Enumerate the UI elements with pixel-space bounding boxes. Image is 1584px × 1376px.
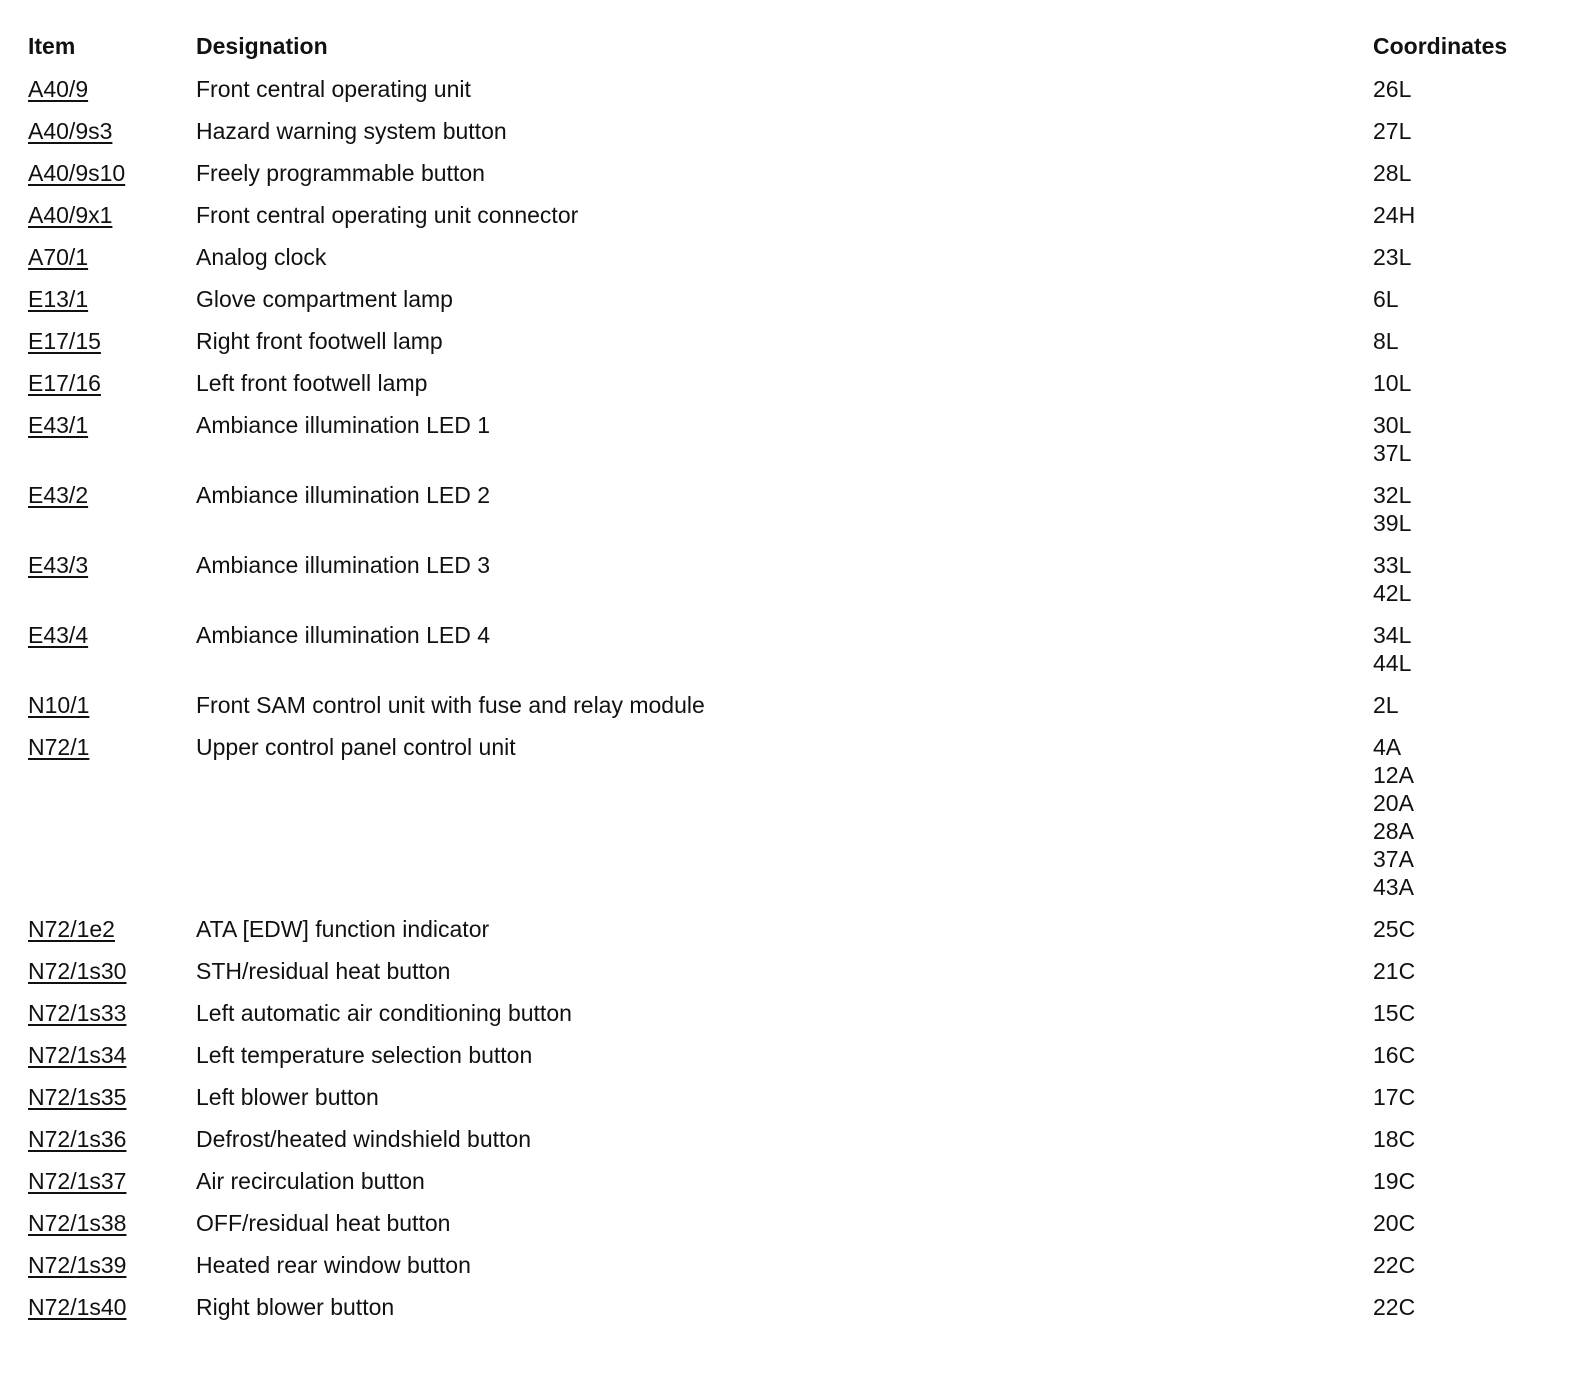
coordinates-cell — [1373, 1286, 1558, 1328]
coordinates-cell — [1373, 544, 1558, 614]
designation-cell: Front central operating unit — [196, 76, 471, 102]
item-link[interactable]: N10/1 — [28, 692, 90, 718]
designation-cell: Ambiance illumination LED 2 — [196, 482, 491, 508]
coordinate-value: 33L — [1373, 552, 1412, 578]
item-cell — [28, 110, 196, 152]
table-row — [28, 1118, 1558, 1160]
table-row — [28, 684, 1558, 726]
table-row — [28, 236, 1558, 278]
designation-cell: Left blower button — [196, 1084, 379, 1110]
table-row — [28, 614, 1558, 684]
component-legend-table — [28, 28, 1558, 1328]
item-cell — [28, 950, 196, 992]
item-cell — [28, 320, 196, 362]
coordinates-cell — [1373, 404, 1558, 474]
coordinates-cell — [1373, 1202, 1558, 1244]
coordinate-value: 19C — [1373, 1168, 1416, 1194]
coordinate-value: 32L — [1373, 482, 1412, 508]
designation-cell: Analog clock — [196, 244, 327, 270]
item-cell — [28, 68, 196, 110]
designation-cell: Front central operating unit connector — [196, 202, 579, 228]
item-cell — [28, 236, 196, 278]
coordinates-cell — [1373, 320, 1558, 362]
table-row — [28, 278, 1558, 320]
item-link[interactable]: N72/1s40 — [28, 1294, 127, 1320]
item-link[interactable]: N72/1s33 — [28, 1000, 127, 1026]
item-cell — [28, 1244, 196, 1286]
designation-cell: Right blower button — [196, 1294, 395, 1320]
table-row — [28, 950, 1558, 992]
coordinates-cell — [1373, 194, 1558, 236]
coordinates-cell — [1373, 362, 1558, 404]
item-link[interactable]: E17/16 — [28, 370, 101, 396]
coordinate-value: 6L — [1373, 286, 1399, 312]
item-column-header: Item — [28, 33, 76, 59]
coordinates-cell — [1373, 1244, 1558, 1286]
coordinates-cell — [1373, 278, 1558, 320]
item-cell — [28, 684, 196, 726]
coordinate-value: 37L — [1373, 440, 1412, 466]
table-row — [28, 320, 1558, 362]
coordinates-cell — [1373, 474, 1558, 544]
table-row — [28, 474, 1558, 544]
designation-cell: Ambiance illumination LED 4 — [196, 622, 491, 648]
item-cell — [28, 544, 196, 614]
table-row — [28, 1076, 1558, 1118]
designation-cell: Defrost/heated windshield button — [196, 1126, 531, 1152]
coordinate-value: 39L — [1373, 510, 1412, 536]
item-cell — [28, 152, 196, 194]
table-row — [28, 152, 1558, 194]
coordinate-value: 20A — [1373, 790, 1414, 816]
item-cell — [28, 992, 196, 1034]
designation-cell: Air recirculation button — [196, 1168, 425, 1194]
designation-cell: Left automatic air conditioning button — [196, 1000, 572, 1026]
table-body — [28, 68, 1558, 1328]
table-row — [28, 1286, 1558, 1328]
item-link[interactable]: N72/1s37 — [28, 1168, 127, 1194]
item-cell — [28, 1202, 196, 1244]
item-cell — [28, 194, 196, 236]
coordinate-value: 2L — [1373, 692, 1399, 718]
coordinates-cell — [1373, 1034, 1558, 1076]
coordinates-column-header: Coordinates — [1373, 33, 1508, 59]
coordinate-value: 27L — [1373, 118, 1412, 144]
item-link[interactable]: A40/9x1 — [28, 202, 113, 228]
item-cell — [28, 614, 196, 684]
item-cell — [28, 278, 196, 320]
coordinate-value: 10L — [1373, 370, 1412, 396]
table-row — [28, 194, 1558, 236]
table-row — [28, 404, 1558, 474]
table-row — [28, 1160, 1558, 1202]
coordinate-value: 37A — [1373, 846, 1414, 872]
item-cell — [28, 404, 196, 474]
designation-cell: Upper control panel control unit — [196, 734, 516, 760]
item-link[interactable]: E43/2 — [28, 482, 89, 508]
coordinate-value: 25C — [1373, 916, 1416, 942]
coordinate-value: 22C — [1373, 1294, 1416, 1320]
coordinate-value: 4A — [1373, 734, 1402, 760]
coordinates-cell — [1373, 1160, 1558, 1202]
item-link[interactable]: N72/1s36 — [28, 1126, 127, 1152]
coordinates-cell — [1373, 1076, 1558, 1118]
item-cell — [28, 1160, 196, 1202]
coordinate-value: 44L — [1373, 650, 1412, 676]
coordinate-value: 15C — [1373, 1000, 1416, 1026]
item-link[interactable]: E43/1 — [28, 412, 89, 438]
designation-cell: Hazard warning system button — [196, 118, 507, 144]
designation-cell: STH/residual heat button — [196, 958, 451, 984]
item-cell — [28, 474, 196, 544]
item-cell — [28, 1118, 196, 1160]
designation-cell: Right front footwell lamp — [196, 328, 443, 354]
item-link[interactable]: N72/1s39 — [28, 1252, 127, 1278]
item-link[interactable]: N72/1s38 — [28, 1210, 127, 1236]
table-row — [28, 110, 1558, 152]
item-link[interactable]: N72/1 — [28, 734, 90, 760]
coordinates-cell — [1373, 236, 1558, 278]
coordinates-cell — [1373, 950, 1558, 992]
item-link[interactable]: A40/9s10 — [28, 160, 126, 186]
coordinates-cell — [1373, 908, 1558, 950]
table-row — [28, 1034, 1558, 1076]
coordinate-value: 28A — [1373, 818, 1414, 844]
item-cell — [28, 1076, 196, 1118]
coordinate-value: 23L — [1373, 244, 1412, 270]
coordinate-value: 28L — [1373, 160, 1412, 186]
item-link[interactable]: E13/1 — [28, 286, 89, 312]
coordinate-value: 22C — [1373, 1252, 1416, 1278]
coordinates-cell — [1373, 684, 1558, 726]
table-row — [28, 544, 1558, 614]
designation-cell: Freely programmable button — [196, 160, 485, 186]
designation-cell: Left temperature selection button — [196, 1042, 533, 1068]
coordinates-cell — [1373, 1118, 1558, 1160]
item-link[interactable]: A70/1 — [28, 244, 89, 270]
coordinates-cell — [1373, 110, 1558, 152]
designation-cell: Ambiance illumination LED 3 — [196, 552, 491, 578]
designation-column-header: Designation — [196, 33, 328, 59]
designation-cell: Left front footwell lamp — [196, 370, 428, 396]
coordinate-value: 30L — [1373, 412, 1412, 438]
coordinate-value: 8L — [1373, 328, 1399, 354]
header-row — [28, 28, 1558, 68]
item-link[interactable]: N72/1s35 — [28, 1084, 127, 1110]
coordinate-value: 24H — [1373, 202, 1416, 228]
coordinates-cell — [1373, 68, 1558, 110]
designation-cell: Glove compartment lamp — [196, 286, 453, 312]
item-cell — [28, 362, 196, 404]
coordinate-value: 16C — [1373, 1042, 1416, 1068]
designation-cell: ATA [EDW] function indicator — [196, 916, 490, 942]
coordinate-value: 42L — [1373, 580, 1412, 606]
coordinate-value: 43A — [1373, 874, 1414, 900]
designation-cell: Ambiance illumination LED 1 — [196, 412, 491, 438]
coordinate-value: 17C — [1373, 1084, 1416, 1110]
table-row — [28, 1244, 1558, 1286]
coordinate-value: 26L — [1373, 76, 1412, 102]
designation-cell: Front SAM control unit with fuse and relay module — [196, 692, 705, 718]
coordinate-value: 34L — [1373, 622, 1412, 648]
coordinates-cell — [1373, 726, 1558, 908]
table-row — [28, 68, 1558, 110]
table-header — [28, 28, 1558, 68]
table-row — [28, 992, 1558, 1034]
designation-cell: OFF/residual heat button — [196, 1210, 451, 1236]
item-link[interactable]: E43/3 — [28, 552, 89, 578]
coordinates-cell — [1373, 152, 1558, 194]
coordinate-value: 18C — [1373, 1126, 1416, 1152]
item-link[interactable]: N72/1s30 — [28, 958, 127, 984]
table-row — [28, 908, 1558, 950]
item-link[interactable]: N72/1s34 — [28, 1042, 127, 1068]
coordinate-value: 21C — [1373, 958, 1416, 984]
item-cell — [28, 908, 196, 950]
coordinates-cell — [1373, 614, 1558, 684]
table-row — [28, 726, 1558, 908]
item-cell — [28, 1034, 196, 1076]
coordinates-cell — [1373, 992, 1558, 1034]
item-link[interactable]: A40/9 — [28, 76, 89, 102]
item-link[interactable]: A40/9s3 — [28, 118, 113, 144]
item-link[interactable]: N72/1e2 — [28, 916, 115, 942]
item-cell — [28, 1286, 196, 1328]
coordinate-value: 12A — [1373, 762, 1414, 788]
table-row — [28, 362, 1558, 404]
coordinate-value: 20C — [1373, 1210, 1416, 1236]
designation-cell: Heated rear window button — [196, 1252, 471, 1278]
item-link[interactable]: E43/4 — [28, 622, 89, 648]
item-link[interactable]: E17/15 — [28, 328, 101, 354]
table-row — [28, 1202, 1558, 1244]
item-cell — [28, 726, 196, 908]
